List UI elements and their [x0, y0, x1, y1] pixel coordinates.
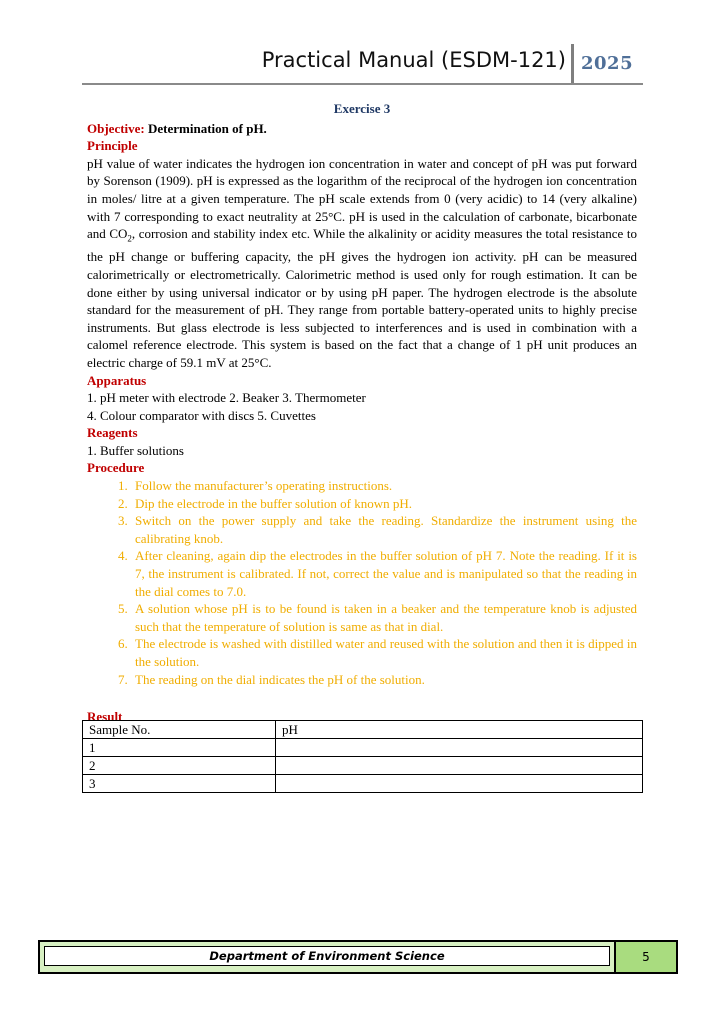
sample-cell: 2	[83, 757, 276, 775]
page-content	[87, 100, 637, 726]
procedure-step: 7. The reading on the dial indicates the pH of the solution.	[131, 671, 637, 689]
procedure-step: 2. Dip the electrode in the buffer solution of known pH.	[131, 495, 637, 513]
result-heading: Result	[87, 709, 123, 725]
procedure-step: 6. The electrode is washed with distilled water and reused with the solution and then it is dipped in the solution.	[131, 635, 637, 670]
principle-paragraph	[87, 155, 637, 372]
exercise-title: Exercise 3	[333, 101, 391, 116]
procedure-step: 3. Switch on the power supply and take the reading. Standardize the instrument using the calibrating knob.	[131, 512, 637, 547]
table-row	[83, 757, 643, 775]
procedure-step: 1. Follow the manufacturer’s operating instructions.	[131, 477, 637, 495]
footer-department: Department of Environment Science	[44, 946, 610, 966]
sample-cell: 1	[83, 739, 276, 757]
procedure-list	[87, 477, 637, 688]
reagents-line: 1. Buffer solutions	[87, 442, 184, 458]
objective-line	[87, 120, 637, 138]
objective-label: Objective:	[87, 120, 145, 136]
ph-cell	[276, 757, 643, 775]
result-table	[82, 720, 643, 793]
table-row	[83, 739, 643, 757]
header-title: Practical Manual (ESDM-121)	[261, 48, 566, 72]
header-rule	[82, 83, 643, 85]
page-number: 5	[616, 942, 676, 972]
objective-text: Determination of pH.	[148, 120, 267, 136]
column-header-ph: pH	[276, 721, 643, 739]
header-year: 2025	[581, 53, 634, 74]
ph-cell	[276, 739, 643, 757]
procedure-step: 4. After cleaning, again dip the electrodes in the buffer solution of pH 7. Note the reading. If it is 7, the instrument is calibrated. If not, correct the value and is manipulated so that the reading in the dial comes to 7.0.	[131, 547, 637, 600]
table-header-row	[83, 721, 643, 739]
header-divider	[571, 44, 574, 84]
table-row	[83, 775, 643, 793]
procedure-heading: Procedure	[87, 460, 145, 476]
apparatus-line: 4. Colour comparator with discs 5. Cuvettes	[87, 407, 316, 423]
principle-heading: Principle	[87, 138, 138, 154]
column-header-sample: Sample No.	[83, 721, 276, 739]
footer	[38, 940, 678, 974]
apparatus-heading: Apparatus	[87, 372, 147, 388]
ph-cell	[276, 775, 643, 793]
principle-subscript: 2	[127, 233, 132, 244]
reagents-heading: Reagents	[87, 425, 138, 441]
apparatus-line: 1. pH meter with electrode 2. Beaker 3. Thermometer	[87, 390, 366, 406]
principle-text-2: , corrosion and stability index etc. While the alkalinity or acidity measures the total resistance to the pH change or buffering capacity, the pH gives the hydrogen ion activity. pH can be measured calorimetrically or electrometrically. Calorimetric method is used only for rough estimation. It can be done either by using universal indicator or by using pH paper. The hydrogen electrode is the absolute standard for the measurement of pH. They range from portable battery-operated units to highly precise instruments. But glass electrode is less subjected to interferences and is used in combination with a calomel reference electrode. This system is based on the fact that a change of 1 pH unit produces an electric charge of 59.1 mV at 25°C.	[87, 226, 637, 370]
procedure-step: 5. A solution whose pH is to be found is taken in a beaker and the temperature knob is adjusted such that the temperature of solution is same as that in dial.	[131, 600, 637, 635]
principle-text-1: pH value of water indicates the hydrogen ion concentration in water and concept of pH was put forward by Sorenson (1909). pH is expressed as the logarithm of the reciprocal of the hydrogen ion concentration in moles/ litre at a given temperature. The pH scale extends from 0 (very acidic) to 14 (very alkaline) with 7 corresponding to exact neutrality at 25°C. pH is used in the calculation of carbonate, bicarbonate and CO	[87, 155, 637, 242]
sample-cell: 3	[83, 775, 276, 793]
